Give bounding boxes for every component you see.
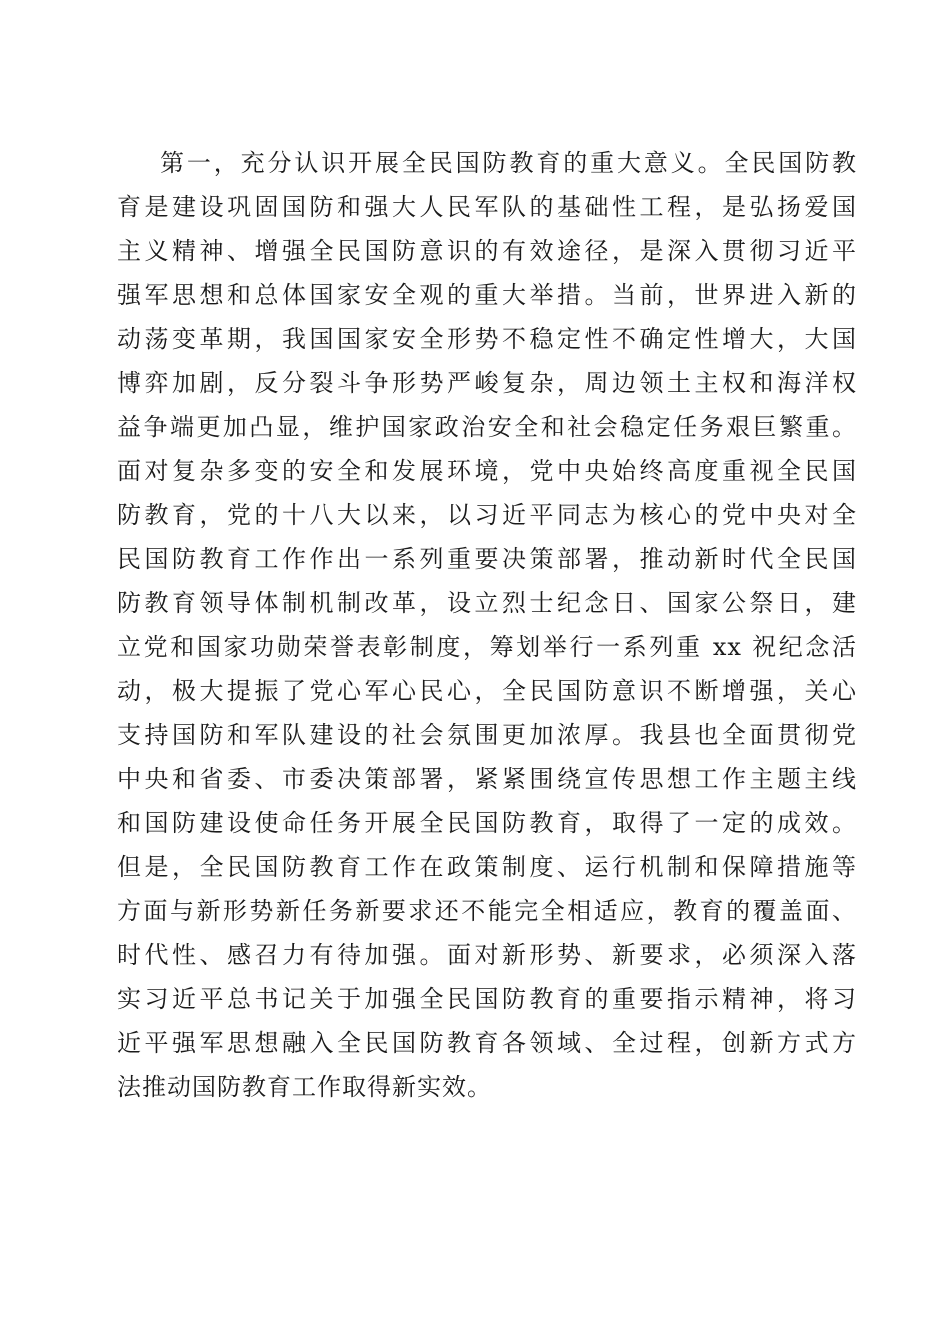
paragraph-line: 支持国防和军队建设的社会氛围更加浓厚。我县也全面贯彻党 xyxy=(117,721,857,749)
paragraph-line: 第一，充分认识开展全民国防教育的重大意义。全民国防教 xyxy=(160,149,857,177)
paragraph-line: 实习近平总书记关于加强全民国防教育的重要指示精神，将习 xyxy=(117,985,857,1013)
paragraph-line: 但是，全民国防教育工作在政策制度、运行机制和保障措施等 xyxy=(117,853,857,881)
body-paragraph xyxy=(117,141,857,1109)
paragraph-line: 防教育领导体制机制改革，设立烈士纪念日、国家公祭日，建 xyxy=(117,589,857,617)
paragraph-line: 方面与新形势新任务新要求还不能完全相适应，教育的覆盖面、 xyxy=(117,897,857,925)
paragraph-line: 防教育，党的十八大以来，以习近平同志为核心的党中央对全 xyxy=(117,501,857,529)
paragraph-line: 时代性、感召力有待加强。面对新形势、新要求，必须深入落 xyxy=(117,941,857,969)
paragraph-line: 动荡变革期，我国国家安全形势不稳定性不确定性增大，大国 xyxy=(117,325,857,353)
paragraph-line: 育是建设巩固国防和强大人民军队的基础性工程，是弘扬爱国 xyxy=(117,193,857,221)
paragraph-line: 中央和省委、市委决策部署，紧紧围绕宣传思想工作主题主线 xyxy=(117,765,857,793)
paragraph-line: 立党和国家功勋荣誉表彰制度，筹划举行一系列重 xx 祝纪念活 xyxy=(117,633,857,661)
paragraph-line: 民国防教育工作作出一系列重要决策部署，推动新时代全民国 xyxy=(117,545,857,573)
paragraph-line: 益争端更加凸显，维护国家政治安全和社会稳定任务艰巨繁重。 xyxy=(117,413,857,441)
paragraph-line: 法推动国防教育工作取得新实效。 xyxy=(117,1073,492,1101)
paragraph-line: 动，极大提振了党心军心民心，全民国防意识不断增强，关心 xyxy=(117,677,857,705)
paragraph-line: 近平强军思想融入全民国防教育各领域、全过程，创新方式方 xyxy=(117,1029,857,1057)
paragraph-line: 和国防建设使命任务开展全民国防教育，取得了一定的成效。 xyxy=(117,809,857,837)
paragraph-line: 强军思想和总体国家安全观的重大举措。当前，世界进入新的 xyxy=(117,281,857,309)
paragraph-line: 面对复杂多变的安全和发展环境，党中央始终高度重视全民国 xyxy=(117,457,857,485)
paragraph-line: 博弈加剧，反分裂斗争形势严峻复杂，周边领土主权和海洋权 xyxy=(117,369,857,397)
paragraph-line: 主义精神、增强全民国防意识的有效途径，是深入贯彻习近平 xyxy=(117,237,857,265)
